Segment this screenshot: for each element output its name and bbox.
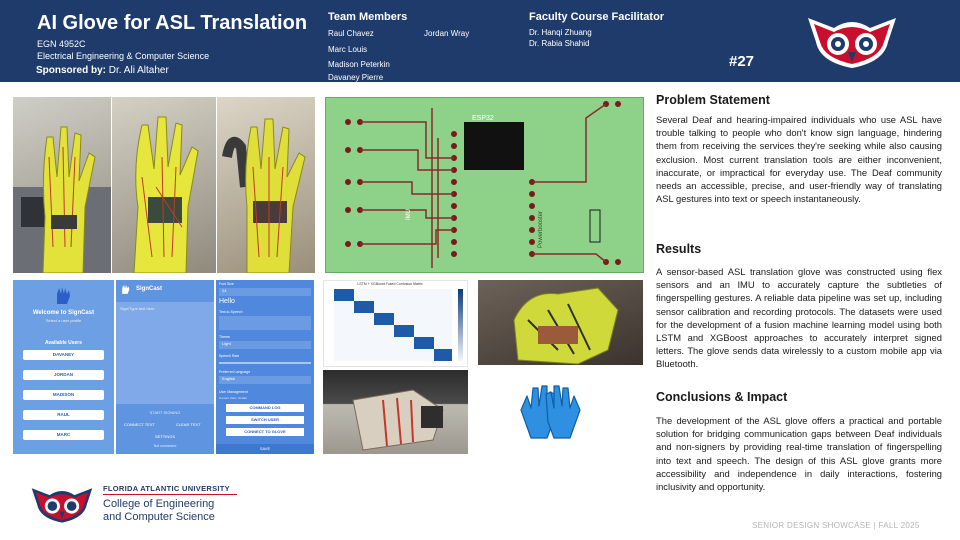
user-button-jordan[interactable]: JORDAN: [23, 370, 104, 380]
glove-hand-graphic: [217, 97, 315, 273]
font-size-label: Font Size: [219, 282, 234, 286]
team-member: Jordan Wray: [424, 29, 470, 38]
confusion-matrix-graphic: [324, 281, 468, 367]
university-name: FLORIDA ATLANTIC UNIVERSITY: [103, 484, 230, 493]
pcb-layout: [325, 97, 644, 273]
welcome-subtitle: Select a user profile: [45, 318, 82, 323]
conclusions-heading: Conclusions & Impact: [656, 390, 788, 404]
faculty-member: Dr. Rabia Shahid: [529, 39, 590, 48]
sponsor: [36, 65, 169, 76]
text-area-placeholder: Sign/Type text here: [120, 306, 155, 311]
team-heading: Team Members: [328, 11, 408, 23]
app-screen-settings: [216, 280, 314, 454]
faculty-heading: Faculty Course Facilitator: [529, 11, 665, 23]
glove-hand-graphic: [13, 97, 111, 273]
college-name-line2: and Computer Science: [103, 511, 215, 523]
confusion-matrix-title: LSTM + XGBoost Fused Confusion Matrix: [357, 282, 423, 286]
blue-gloves-icon: [513, 382, 588, 442]
language-label: Preferred Language: [219, 370, 251, 374]
glove-icon: [53, 286, 75, 306]
users-heading: Available Users: [44, 340, 83, 346]
team-member: Marc Louis: [328, 45, 368, 54]
owl-logo-icon: [804, 12, 900, 70]
save-button[interactable]: SAVE: [216, 444, 314, 454]
theme-select[interactable]: Light: [219, 341, 311, 349]
conclusions-text: The development of the ASL glove offers a practical and portable solution for bridging communication gaps between Deaf individuals and non-signers by providing real-time translation of fingerspelling into text and speech. The design of this ASL glove grants more accessibility and independence in daily interactions, fostering inclusivity and opportunity.: [656, 415, 942, 493]
team-member: Raul Chavez: [328, 29, 374, 38]
switch-user-button[interactable]: SWITCH USER: [226, 416, 304, 424]
pcb-chip-label: ESP32: [472, 115, 494, 122]
faculty-member: Dr. Hanqi Zhuang: [529, 28, 592, 37]
college-name-line1: College of Engineering: [103, 498, 215, 510]
confusion-matrix: [323, 280, 468, 367]
glove-photo-1: [13, 97, 111, 273]
app-screen-welcome: [13, 280, 114, 454]
glove-hand-graphic: [112, 97, 216, 273]
pcb-powerbooster-label: Powerbooster: [538, 210, 544, 248]
app-screen-signcast: [116, 280, 214, 454]
glove-photo-2: [112, 97, 216, 273]
speech-toggle[interactable]: [219, 316, 311, 330]
clear-text-button[interactable]: CLEAR TEXT: [176, 422, 201, 427]
results-text: A sensor-based ASL translation glove was constructed using flex sensors and an IMU to accurately capture the subtleties of fingerspelling gestures. A reliable data pipeline was set up, including sensor calibration and recording protocols. The datasets were used for the development of a fusion machine learning model using both LSTM and XGBoost approaches to accurately interpret signed letters. The glove sends data wirelessly to a custom mobile app via Bluetooth.: [656, 266, 942, 370]
user-button-marc[interactable]: MARC: [23, 430, 104, 440]
fau-owl-logo-icon: [29, 484, 95, 524]
welcome-heading: Welcome to SignCast: [32, 310, 95, 316]
glove-desk-photo: [323, 370, 468, 454]
user-button-davaney[interactable]: DAVANEY: [23, 350, 104, 360]
course-code: EGN 4952C: [37, 39, 86, 49]
start-signing-button[interactable]: START SIGNING: [149, 410, 181, 415]
text-area[interactable]: [116, 302, 214, 404]
user-button-madison[interactable]: MADISON: [23, 390, 104, 400]
glove-closeup-photo: [478, 280, 643, 365]
user-management-label: User Management: [219, 390, 248, 394]
current-user: Current User: Jordan: [219, 396, 248, 400]
results-heading: Results: [656, 242, 702, 256]
connect-text-button[interactable]: CONNECT TEXT: [124, 422, 155, 427]
glove-desk-graphic: [323, 370, 468, 454]
department: Electrical Engineering & Computer Science: [37, 51, 210, 61]
font-size-select[interactable]: 24: [219, 288, 311, 296]
project-number: #27: [729, 53, 755, 70]
glove-icon: [120, 284, 132, 295]
glove-closeup-graphic: [478, 280, 643, 365]
pcb-traces-graphic: [326, 98, 645, 274]
poster-title: AI Glove for ASL Translation: [37, 12, 308, 34]
connect-glove-button[interactable]: CONNECT TO GLOVE: [226, 428, 304, 436]
team-member: Madison Peterkin: [328, 60, 390, 69]
poster-header: [0, 0, 960, 82]
problem-heading: Problem Statement: [656, 93, 770, 107]
showcase-label: SENIOR DESIGN SHOWCASE | FALL 2025: [752, 521, 920, 530]
pcb-imu-label: IMU: [406, 209, 412, 220]
speech-rate-label: Speech Rate: [219, 354, 240, 358]
problem-text: Several Deaf and hearing-impaired individuals who use ASL have trouble talking to people who don't know sign language, hindering them from receiving the services they're seeking while also causing exclusion. Most current translation tools are either inconvenient, inaccurate, or impractical for everyday use. The Deaf community needs an accessible, precise, and user-friendly way of translating ASL gestures into text or speech instantaneously.: [656, 114, 942, 205]
language-select[interactable]: English: [219, 376, 311, 384]
sponsor-label: Sponsored by:: [36, 65, 107, 76]
speech-rate-slider[interactable]: [219, 362, 311, 364]
sponsor-name: Dr. Ali Altaher: [108, 65, 169, 76]
command-log-button[interactable]: COMMAND LOG: [226, 404, 304, 412]
glove-photo-3: [217, 97, 315, 273]
speech-toggle-label: Text-to-Speech: [219, 310, 243, 314]
footer-divider: [103, 494, 237, 495]
user-button-raul[interactable]: RAUL: [23, 410, 104, 420]
app-name: SignCast: [136, 286, 163, 292]
connection-status: Not connected: [153, 444, 177, 448]
settings-button[interactable]: SETTINGS: [154, 434, 175, 439]
team-member: Davaney Pierre: [328, 73, 384, 82]
theme-label: Theme: [219, 335, 230, 339]
font-preview: Hello: [219, 298, 235, 305]
